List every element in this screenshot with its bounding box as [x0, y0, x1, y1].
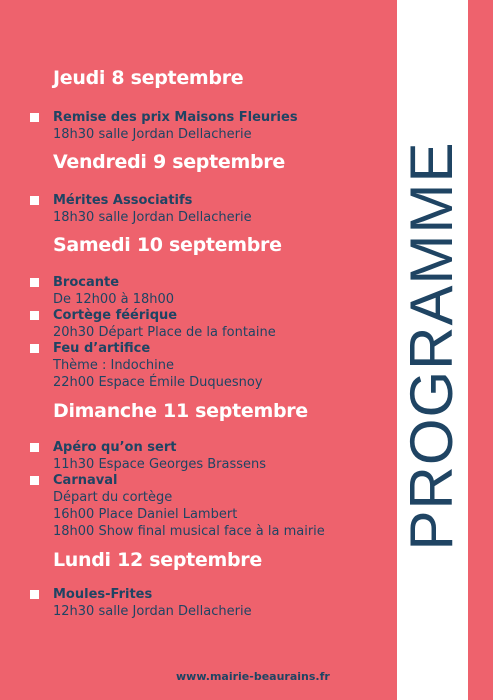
event-name: Moules-Frites [53, 587, 153, 602]
event-item [53, 340, 263, 391]
event-detail: De 12h00 à 18h00 [53, 292, 175, 307]
day-heading-sunday: Dimanche 11 septembre [53, 400, 308, 422]
website-link[interactable]: www.mairie-beaurains.fr [176, 670, 330, 683]
event-item [53, 439, 266, 473]
event-name: Carnaval [53, 473, 118, 488]
event-detail: 22h00 Espace Émile Duquesnoy [53, 375, 263, 390]
event-detail: Thème : Indochine [53, 358, 174, 373]
square-bullet-icon [30, 113, 39, 122]
event-item [53, 274, 174, 308]
event-detail: 11h30 Espace Georges Brassens [53, 457, 267, 472]
square-bullet-icon [30, 278, 39, 287]
event-detail: 12h30 salle Jordan Dellacherie [53, 604, 252, 619]
square-bullet-icon [30, 590, 39, 599]
event-item [53, 586, 252, 620]
event-detail: 18h30 salle Jordan Dellacherie [53, 127, 252, 142]
event-item [53, 109, 298, 143]
square-bullet-icon [30, 344, 39, 353]
event-name: Feu d’artifice [53, 341, 151, 356]
event-name: Mérites Associatifs [53, 193, 193, 208]
square-bullet-icon [30, 196, 39, 205]
event-item [53, 192, 252, 226]
event-detail: 18h00 Show final musical face à la mairie [53, 524, 325, 539]
event-name: Brocante [53, 275, 120, 290]
event-detail: 18h30 salle Jordan Dellacherie [53, 210, 252, 225]
programme-title: PROGRAMME [398, 141, 465, 551]
event-detail: 16h00 Place Daniel Lambert [53, 507, 238, 522]
square-bullet-icon [30, 443, 39, 452]
event-detail: 20h30 Départ Place de la fontaine [53, 325, 276, 340]
event-name: Remise des prix Maisons Fleuries [53, 110, 298, 125]
day-heading-thursday: Jeudi 8 septembre [53, 67, 244, 89]
day-heading-saturday: Samedi 10 septembre [53, 234, 282, 256]
day-heading-monday: Lundi 12 septembre [53, 549, 262, 571]
square-bullet-icon [30, 311, 39, 320]
square-bullet-icon [30, 476, 39, 485]
event-item [53, 472, 325, 540]
day-heading-friday: Vendredi 9 septembre [53, 151, 285, 173]
event-item [53, 307, 276, 341]
event-name: Apéro qu’on sert [53, 440, 177, 455]
event-detail: Départ du cortège [53, 490, 173, 505]
event-name: Cortège féérique [53, 308, 178, 323]
